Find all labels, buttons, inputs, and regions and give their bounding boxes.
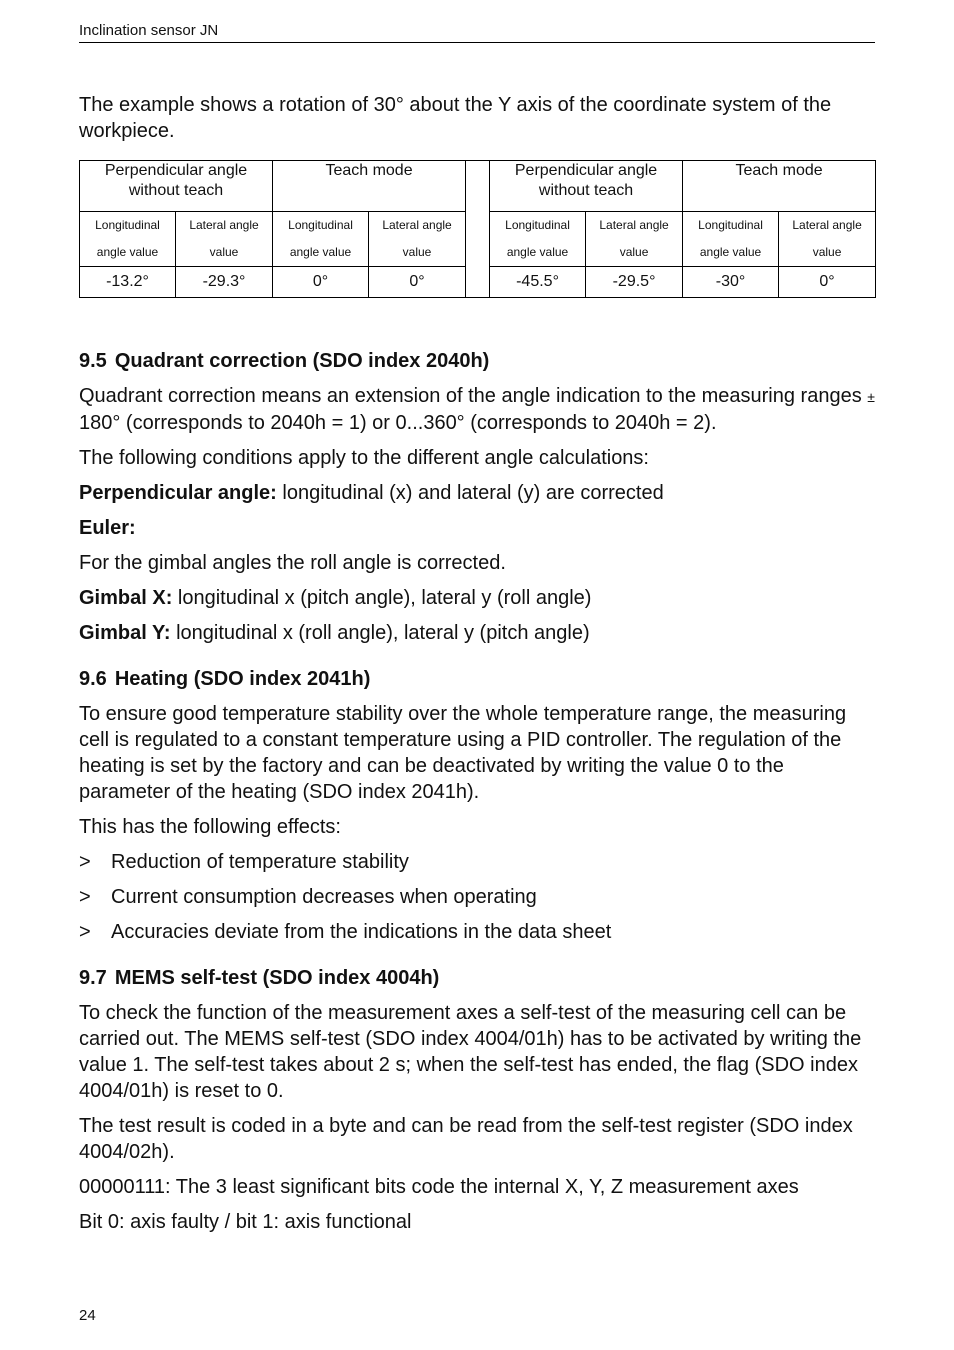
list-item bbox=[79, 849, 875, 875]
table-cell: -30° bbox=[683, 267, 779, 298]
group-header: Teach mode bbox=[683, 161, 876, 212]
text-run: Quadrant correction means an extension of the angle indication to the measuring ranges bbox=[79, 385, 868, 407]
group-header: Teach mode bbox=[273, 161, 466, 212]
term-text: longitudinal (x) and lateral (y) are corrected bbox=[276, 482, 664, 504]
section-heading-9-6 bbox=[79, 666, 875, 692]
selftest-paragraph: To check the function of the measurement axes a self-test of the measuring cell can be carried out. The MEMS self-test (SDO index 4004/01h) has to be activated by writing the value 1. The self-test takes about 2 s; when the self-test has ended, the flag (SDO index 4004/01h) is reset to 0. bbox=[79, 1002, 862, 1102]
gimbal-x-paragraph bbox=[79, 585, 875, 611]
list-item-text: Accuracies deviate from the indications in the data sheet bbox=[111, 921, 612, 943]
term-label: Perpendicular angle: bbox=[79, 482, 277, 504]
section-number: 9.6 bbox=[79, 668, 107, 690]
angle-table bbox=[79, 160, 876, 298]
bit-meaning-paragraph: Bit 0: axis faulty / bit 1: axis functional bbox=[79, 1211, 412, 1233]
section-number: 9.5 bbox=[79, 350, 107, 372]
sub-header: Longitudinal angle value bbox=[490, 212, 586, 267]
sub-header: Lateral angle value bbox=[176, 212, 273, 267]
list-item-text: Reduction of temperature stability bbox=[111, 851, 409, 873]
sub-header: Longitudinal angle value bbox=[683, 212, 779, 267]
running-header: Inclination sensor JN bbox=[79, 22, 875, 43]
effects-paragraph: This has the following effects: bbox=[79, 816, 341, 838]
table-cell: -13.2° bbox=[80, 267, 176, 298]
euler-paragraph bbox=[79, 515, 875, 541]
section-title: Quadrant correction (SDO index 2040h) bbox=[114, 350, 490, 372]
term-label: Gimbal X: bbox=[79, 587, 173, 609]
heating-paragraph: To ensure good temperature stability over the whole temperature range, the measuring cell is regulated to a constant temperature using a PID controller. The regulation of the heating is set by the factory and can be deactivated by writing the value 0 to the parameter of the heating (SDO index 2041h). bbox=[79, 703, 847, 803]
plus-minus-sign: ± bbox=[867, 389, 875, 405]
sub-header: Longitudinal angle value bbox=[80, 212, 176, 267]
group-header: Perpendicular angle without teach bbox=[490, 161, 683, 212]
sub-header: Lateral angle value bbox=[586, 212, 683, 267]
table-cell: -29.5° bbox=[586, 267, 683, 298]
table-group-row bbox=[80, 161, 876, 212]
intro-paragraph: The example shows a rotation of 30° about the Y axis of the coordinate system of the workpiece. bbox=[79, 94, 832, 142]
term-label: Euler: bbox=[79, 517, 136, 539]
page-content bbox=[79, 92, 875, 1235]
bullet-marker: > bbox=[79, 886, 91, 908]
table-cell: 0° bbox=[779, 267, 876, 298]
list-item-text: Current consumption decreases when operating bbox=[111, 886, 537, 908]
term-text: longitudinal x (pitch angle), lateral y (roll angle) bbox=[172, 587, 592, 609]
table-cell: 0° bbox=[273, 267, 369, 298]
text-run: 180° (corresponds to 2040h = 1) or 0...360° (corresponds to 2040h = 2). bbox=[79, 412, 717, 434]
list-item bbox=[79, 884, 875, 910]
gimbal-y-paragraph bbox=[79, 620, 875, 646]
sub-header: Lateral angle value bbox=[369, 212, 466, 267]
section-title: Heating (SDO index 2041h) bbox=[114, 668, 371, 690]
group-header: Perpendicular angle without teach bbox=[80, 161, 273, 212]
section-heading-9-7 bbox=[79, 965, 875, 991]
sub-header: Longitudinal angle value bbox=[273, 212, 369, 267]
gimbal-paragraph: For the gimbal angles the roll angle is corrected. bbox=[79, 552, 506, 574]
section-heading-9-5 bbox=[79, 348, 875, 374]
table-cell: -29.3° bbox=[176, 267, 273, 298]
section-number: 9.7 bbox=[79, 967, 107, 989]
table-cell: -45.5° bbox=[490, 267, 586, 298]
bullet-marker: > bbox=[79, 921, 91, 943]
bullet-marker: > bbox=[79, 851, 91, 873]
quadrant-paragraph bbox=[79, 383, 875, 436]
term-label: Gimbal Y: bbox=[79, 622, 171, 644]
conditions-paragraph: The following conditions apply to the different angle calculations: bbox=[79, 447, 649, 469]
effects-list bbox=[79, 849, 875, 945]
perpendicular-paragraph bbox=[79, 480, 875, 506]
section-title: MEMS self-test (SDO index 4004h) bbox=[114, 967, 440, 989]
list-item bbox=[79, 919, 875, 945]
sub-header: Lateral angle value bbox=[779, 212, 876, 267]
table-spacer bbox=[466, 161, 490, 298]
term-text: longitudinal x (roll angle), lateral y (pitch angle) bbox=[170, 622, 590, 644]
result-paragraph: The test result is coded in a byte and can be read from the self-test register (SDO index 4004/02h). bbox=[79, 1115, 853, 1163]
bits-paragraph: 00000111: The 3 least significant bits code the internal X, Y, Z measurement axes bbox=[79, 1176, 799, 1198]
page-number: 24 bbox=[79, 1307, 96, 1324]
table-cell: 0° bbox=[369, 267, 466, 298]
